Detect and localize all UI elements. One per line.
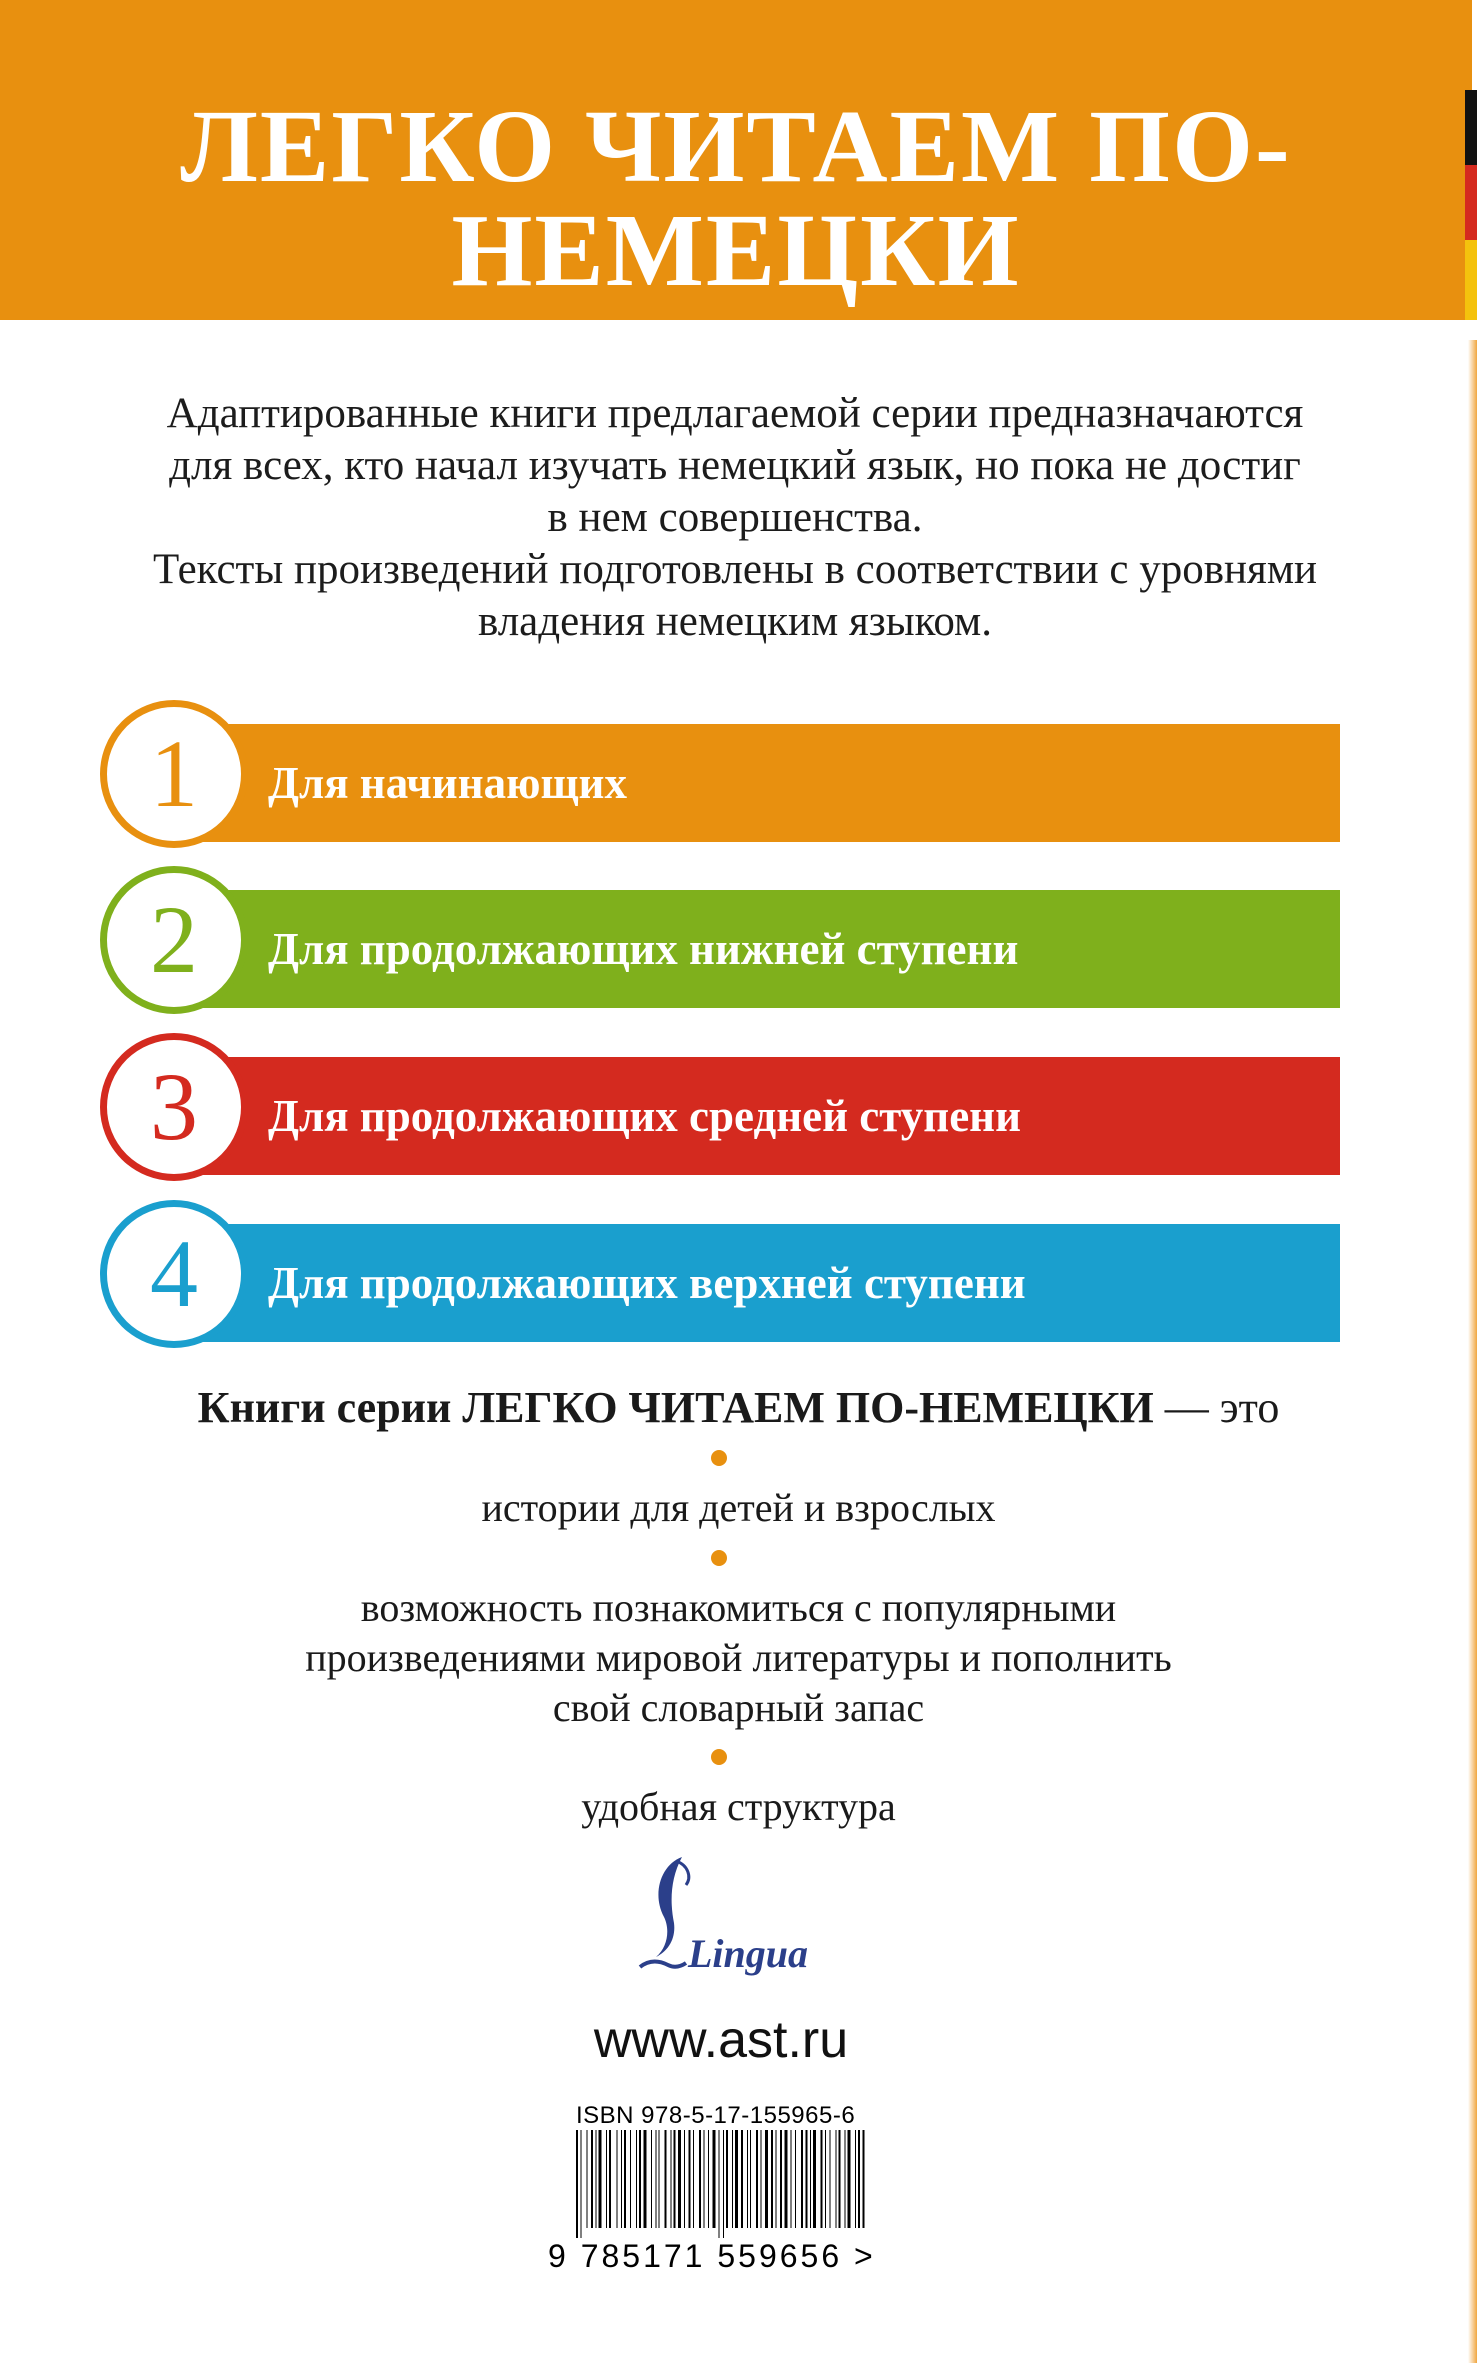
level-number-badge: 4	[100, 1200, 248, 1348]
german-flag-black-stripe	[1465, 90, 1477, 165]
level-1	[100, 700, 1340, 848]
series-heading-prefix: Книги серии	[197, 1383, 463, 1432]
level-number-badge: 1	[100, 700, 248, 848]
spine-edge	[1468, 340, 1477, 2363]
lingua-logo-icon	[630, 1855, 810, 1985]
barcode-icon	[572, 2130, 872, 2238]
series-title	[0, 89, 1472, 308]
feature-item: свой словарный запас	[552, 1685, 925, 1730]
logo-text: Lingua	[688, 1931, 809, 1976]
feature-item: произведениями мировой литературы и пополнить	[305, 1635, 1172, 1680]
feature-item: истории для детей и взрослых	[481, 1485, 996, 1530]
level-label: Для продолжающих средней ступени	[268, 1091, 1022, 1141]
german-flag-red-stripe	[1465, 165, 1477, 240]
level-label: Для продолжающих верхней ступени	[268, 1258, 1026, 1308]
german-flag-gold-stripe	[1465, 240, 1477, 320]
level-label: Для начинающих	[268, 758, 627, 808]
barcode-digits: 9 785171 559656 >	[548, 2238, 876, 2274]
feature-item: возможность познакомиться с популярными	[360, 1585, 1117, 1630]
isbn-label: ISBN 978-5-17-155965-6	[576, 2102, 856, 2129]
series-heading	[0, 1378, 1477, 1438]
intro-line: в нем совершенства.	[547, 494, 923, 541]
feature-item: удобная структура	[581, 1784, 896, 1829]
publisher-url: www.ast.ru	[593, 2011, 849, 2069]
level-4	[100, 1200, 1340, 1348]
intro-line: Тексты произведений подготовлены в соответствии с уровнями	[152, 546, 1318, 593]
level-label: Для продолжающих нижней ступени	[268, 924, 1019, 974]
series-heading-name: ЛЕГКО ЧИТАЕМ ПО-НЕМЕЦКИ	[462, 1383, 1154, 1432]
level-number-badge: 2	[100, 866, 248, 1014]
bullet-dot-icon	[711, 1550, 727, 1566]
level-3	[100, 1033, 1340, 1181]
intro-line: владения немецким языком.	[477, 598, 993, 645]
bullet-dot-icon	[711, 1749, 727, 1765]
intro-line: для всех, кто начал изучать немецкий язык, но пока не достиг	[169, 442, 1301, 489]
intro-text	[60, 388, 1410, 648]
series-heading-suffix: — это	[1153, 1383, 1280, 1432]
bullet-dot-icon	[711, 1450, 727, 1466]
series-title-text: ЛЕГКО ЧИТАЕМ ПО-НЕМЕЦКИ	[180, 89, 1292, 308]
intro-line: Адаптированные книги предлагаемой серии предназначаются	[166, 390, 1304, 437]
level-2	[100, 866, 1340, 1014]
level-number-badge: 3	[100, 1033, 248, 1181]
